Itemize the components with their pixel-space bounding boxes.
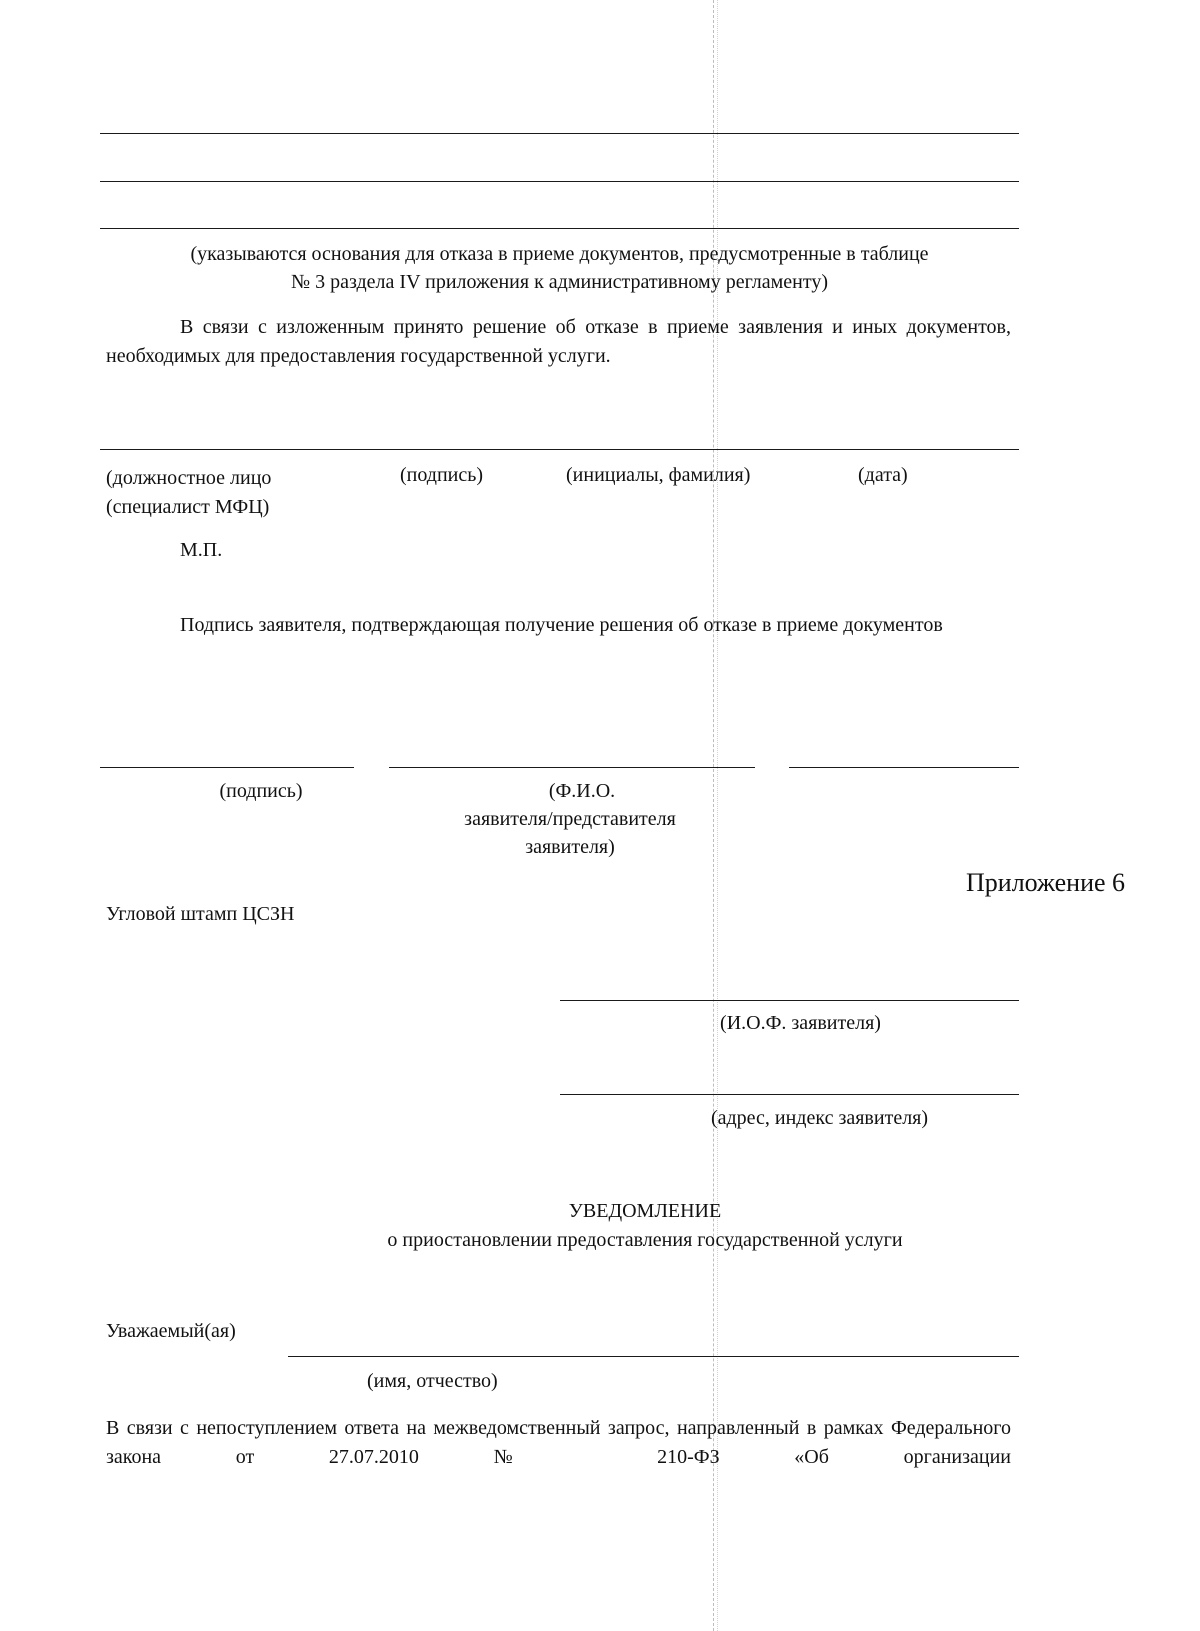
official-caption <box>106 464 271 522</box>
recipient-address-line <box>560 1094 1019 1095</box>
official-signature-line <box>100 449 1019 450</box>
notice-body-paragraph <box>106 1414 1011 1472</box>
salutation: Уважаемый(ая) <box>106 1320 236 1342</box>
notice-body-text: В связи с непоступлением ответа на межведомственный запрос, направленный в рамках Федерального закона от 27.07.2010 № 210-ФЗ «Об организации <box>106 1417 1011 1468</box>
applicant-fio-caption-line-1: (Ф.И.О. <box>548 780 616 802</box>
grounds-caption-line-1: (указываются основания для отказа в приеме документов, предусмотренные в таблице <box>190 243 929 265</box>
notice-title: УВЕДОМЛЕНИЕ <box>568 1200 722 1222</box>
decision-text: В связи с изложенным принято решение об отказе в приеме заявления и иных документов, необходимых для предоставления государственной услуги. <box>106 316 1011 367</box>
initials-caption: (инициалы, фамилия) <box>566 464 751 486</box>
recipient-name-line <box>560 1000 1019 1001</box>
applicant-signature-text: Подпись заявителя, подтверждающая получение решения об отказе в приеме документов <box>180 614 943 636</box>
applicant-fio-caption-line-2: заявителя/представителя <box>464 808 676 830</box>
official-caption-line-1: (должностное лицо <box>106 467 272 489</box>
applicant-fio-caption <box>420 777 720 861</box>
applicant-signature-caption: (подпись) <box>219 780 303 802</box>
applicant-signature-line <box>100 767 354 768</box>
corner-stamp-label: Угловой штамп ЦСЗН <box>106 903 295 925</box>
applicant-fio-line <box>389 767 755 768</box>
applicant-fio-caption-line-3: заявителя) <box>525 836 615 858</box>
applicant-signature-paragraph <box>106 611 1011 640</box>
grounds-caption-line-2: № 3 раздела IV приложения к административному регламенту) <box>291 271 828 293</box>
notice-subtitle: о приостановлении предоставления государственной услуги <box>387 1229 903 1251</box>
blank-line-grounds-3 <box>100 228 1019 229</box>
grounds-caption <box>100 240 1019 296</box>
appendix-label: Приложение 6 <box>966 868 1126 897</box>
decision-paragraph <box>106 313 1011 371</box>
salutation-caption: (имя, отчество) <box>367 1370 498 1392</box>
stamp-mark: М.П. <box>180 539 223 561</box>
blank-line-grounds-2 <box>100 181 1019 182</box>
blank-line-grounds-1 <box>100 133 1019 134</box>
signature-caption: (подпись) <box>400 464 484 486</box>
recipient-address-caption: (адрес, индекс заявителя) <box>710 1107 929 1129</box>
applicant-extra-line <box>789 767 1019 768</box>
salutation-name-line <box>288 1356 1019 1357</box>
date-caption: (дата) <box>858 464 908 486</box>
recipient-name-caption: (И.О.Ф. заявителя) <box>720 1012 881 1034</box>
official-caption-line-2: (специалист МФЦ) <box>106 496 270 518</box>
